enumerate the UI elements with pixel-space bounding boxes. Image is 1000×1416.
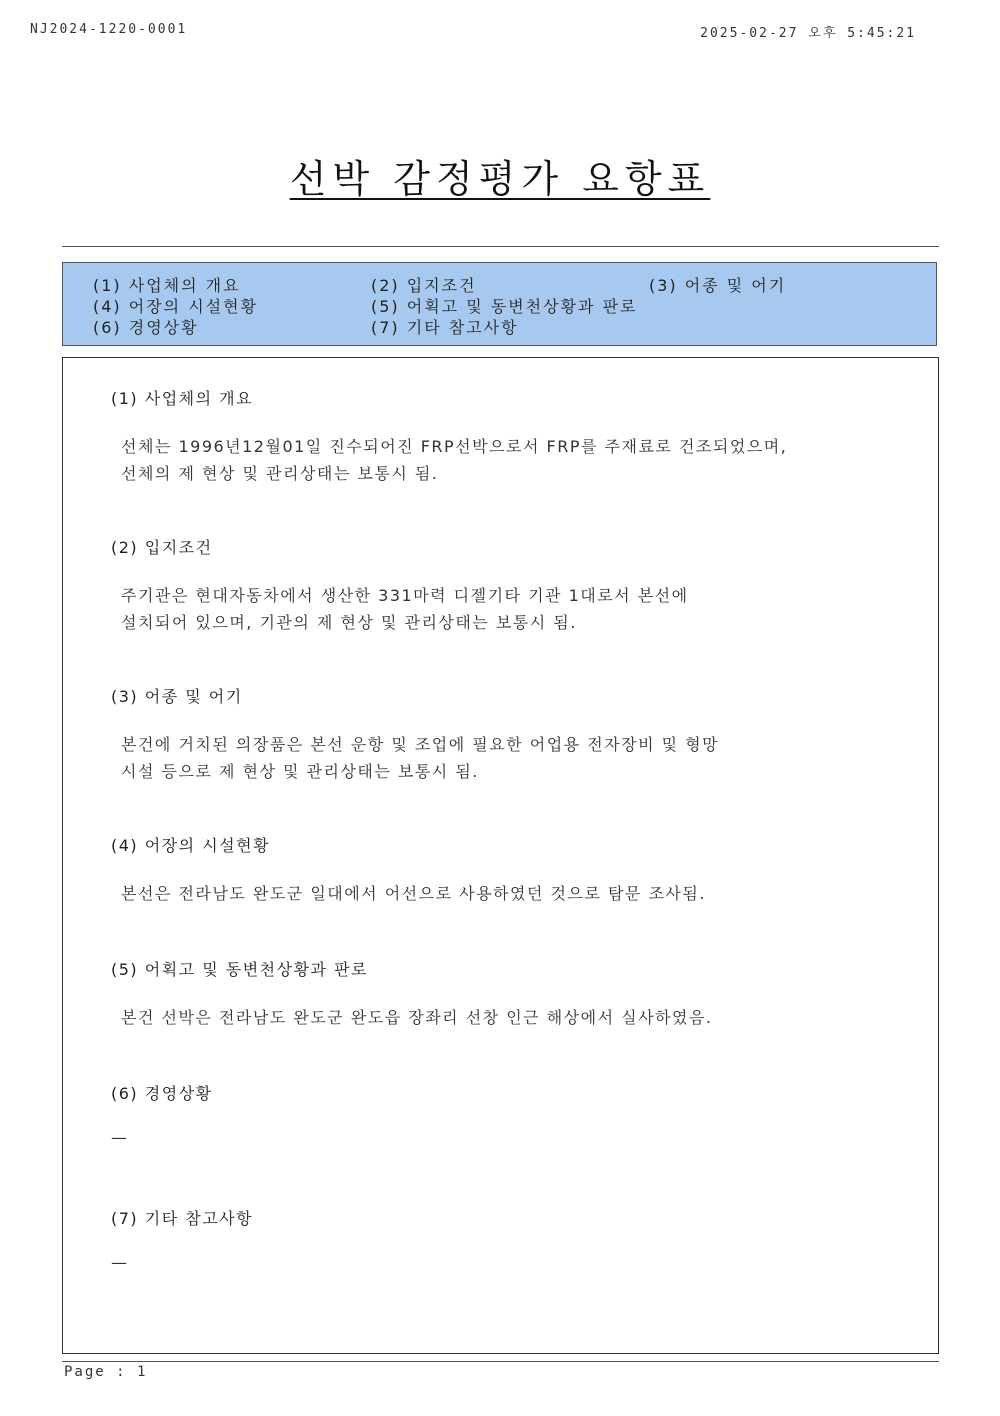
- section-4-heading: (4) 어장의 시설현황: [111, 836, 271, 855]
- table-of-contents: [62, 262, 937, 346]
- top-divider: [62, 246, 939, 247]
- section-4-line-1: 본선은 전라남도 완도군 일대에서 어선으로 사용하였던 것으로 탐문 조사됨.: [121, 884, 706, 903]
- section-2-line-2: 설치되어 있으며, 기관의 제 현상 및 관리상태는 보통시 됨.: [121, 613, 577, 632]
- toc-item-5: (5) 어획고 및 동변천상황과 판로: [371, 297, 638, 316]
- section-7-empty-dash: —: [111, 1253, 127, 1272]
- section-2-heading: (2) 입지조건: [111, 538, 213, 557]
- toc-item-4: (4) 어장의 시설현황: [93, 297, 259, 316]
- toc-item-2: (2) 입지조건: [371, 276, 477, 295]
- page-title-text: 선박 감정평가 요항표: [289, 157, 711, 201]
- section-6-heading: (6) 경영상황: [111, 1084, 213, 1103]
- section-3-line-1: 본건에 거치된 의장품은 본선 운항 및 조업에 필요한 어업용 전자장비 및 형망: [121, 735, 720, 754]
- toc-item-7: (7) 기타 참고사항: [371, 318, 519, 337]
- print-datetime: 2025-02-27 오후 5:45:21: [700, 26, 916, 41]
- section-1-line-1: 선체는 1996년12월01일 진수되어진 FRP선박으로서 FRP를 주재료로 건조되었으며,: [121, 437, 788, 456]
- document-id: NJ2024-1220-0001: [30, 22, 188, 37]
- toc-item-3: (3) 어종 및 어기: [649, 276, 787, 295]
- section-3-heading: (3) 어종 및 어기: [111, 687, 243, 706]
- toc-item-1: (1) 사업체의 개요: [93, 276, 241, 295]
- section-1-heading: (1) 사업체의 개요: [111, 389, 254, 408]
- bottom-divider: [62, 1361, 939, 1362]
- section-5-heading: (5) 어획고 및 동변천상황과 판로: [111, 960, 368, 979]
- section-1-line-2: 선체의 제 현상 및 관리상태는 보통시 됨.: [121, 464, 439, 483]
- section-3-line-2: 시설 등으로 제 현상 및 관리상태는 보통시 됨.: [121, 762, 479, 781]
- section-6-empty-dash: —: [111, 1128, 127, 1147]
- content-box: [62, 357, 939, 1354]
- page-title: [0, 148, 1000, 203]
- page-number: Page : 1: [64, 1364, 148, 1380]
- section-2-line-1: 주기관은 현대자동차에서 생산한 331마력 디젤기타 기관 1대로서 본선에: [121, 586, 689, 605]
- section-5-line-1: 본건 선박은 전라남도 완도군 완도읍 장좌리 선창 인근 해상에서 실사하였음.: [121, 1008, 713, 1027]
- section-7-heading: (7) 기타 참고사항: [111, 1209, 254, 1228]
- toc-item-6: (6) 경영상황: [93, 318, 199, 337]
